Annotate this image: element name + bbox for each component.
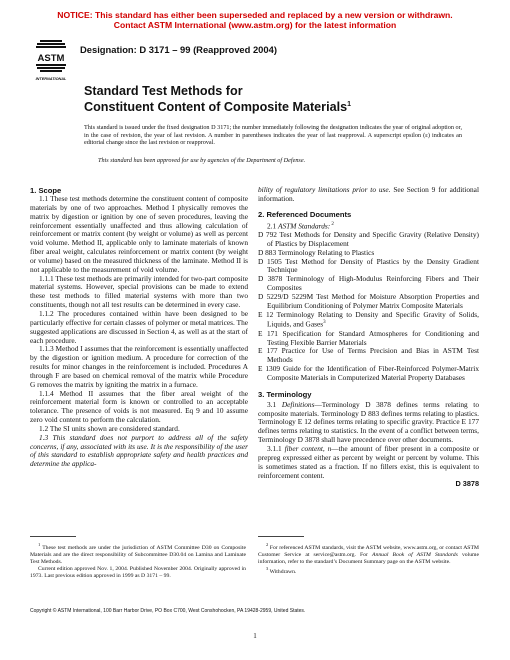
para-3-1-1 — [258, 445, 479, 480]
document-title — [84, 84, 351, 114]
para-1-2: 1.2 The SI units shown are considered standard. — [39, 423, 180, 433]
right-column — [258, 186, 479, 489]
reference-item: E 177 Practice for Use of Terms Precision and Bias in ASTM Test Methods — [258, 346, 479, 365]
para-3-1-1-term: fiber content, n — [284, 443, 332, 453]
astm-logo — [34, 37, 68, 83]
logo-subtext: INTERNATIONAL — [35, 77, 67, 81]
para-1-1-4: 1.1.4 Method II assumes that the fiber areal weight of the reinforcement material form is known or controlled to an acceptable tolerance. The presence of voids is not measured. Eq 9 and 10 assume zero void content to perform the calculation. — [30, 388, 248, 425]
title-line-1: Standard Test Methods for — [84, 84, 243, 98]
refs-intro-label: ASTM Standards: — [278, 221, 331, 231]
para-1-1-2: 1.1.2 The procedures contained within have been designed to be particularly effective for certain classes of polymer or metal matrices. The suggested applications are discussed in Section 4, as well as at the start of each procedure. — [30, 308, 248, 345]
notice-line-2: Contact ASTM International (www.astm.org) for the latest information — [113, 20, 397, 30]
page-number: 1 — [253, 632, 257, 640]
para-3-1-num: 3.1 — [267, 399, 282, 409]
superseded-notice — [0, 10, 510, 30]
footnote-2-italic: Annual Book of ASTM Standards — [372, 551, 458, 558]
reference-item: D 5229/D 5229M Test Method for Moisture Absorption Properties and Equilibrium Conditioning of Polymer Matrix Composite Materials — [258, 291, 479, 310]
footnote-3-text: Withdrawn. — [269, 568, 297, 575]
reference-item: D 3878 Terminology of High-Modulus Reinforcing Fibers and Their Composites — [258, 274, 479, 293]
refs-intro-num: 2.1 — [267, 221, 279, 231]
footnote-rule-right — [258, 536, 304, 537]
para-1-3: 1.3 This standard does not purport to address all of the safety concerns, if any, associated with its use. It is the responsibility of the user of this standard to establish appropriate safety and health practices and determine the applica- — [30, 432, 248, 469]
para-1-1: 1.1 These test methods determine the constituent content of composite materials by one of two approaches. Method I physically removes the matrix by digestion or ignition by one of seven procedures, leaving the reinforcement essentially unaffected and thus allowing calculation of reinforcement or matrix content (by weight or volume) as well as percent void volume. Method II, applicable only to laminate materials of known fiber areal weight, calculates reinforcement or matrix content (by weight or volume) based on the measured thickness of the laminate. Method II is not applicable to the measurement of void volume. — [30, 194, 248, 274]
astm-logo-icon — [34, 37, 68, 83]
reference-item: D 883 Terminology Relating to Plastics — [258, 247, 375, 257]
para-1-3-tail: See Section 9 for additional information. — [258, 185, 479, 203]
reference-item: D 1505 Test Method for Density of Plastics by the Density Gradient Technique — [258, 256, 479, 275]
issued-notice: This standard is issued under the fixed designation D 3171; the number immediately following the designation indicates the year of original adoption or, in the case of revision, the year of last revision. A number in parentheses indicates the year of last reapproval. A superscript epsilon (ε) indicates an editorial change since the last revision or reapproval. — [84, 124, 462, 147]
reference-list — [258, 231, 479, 383]
para-1-1-1: 1.1.1 These test methods are primarily intended for two-part composite material systems. However, special provisions can be made to extend these test methods to filled material systems with more than two constituents, though not all test results can be determined in every case. — [30, 273, 248, 310]
footnotes-left — [30, 542, 246, 579]
reference-item: D 792 Test Methods for Density and Specific Gravity (Relative Density) of Plastics by Displacement — [258, 229, 479, 248]
reference-e12-text: E 12 Terminology Relating to Density and Specific Gravity of Solids, Liquids, and Gases — [258, 309, 479, 329]
para-3-1-1-text: —the amount of fiber present in a composite or prepreg expressed either as percent by weight or percent by volume. This is sometimes stated as a fraction. If no fillers exist, this is equivalent to reinforcement content. — [258, 443, 480, 480]
reference-item: E 1309 Guide for the Identification of Fiber-Reinforced Polymer-Matrix Composite Materials in Computerized Material Property Databases — [258, 364, 479, 382]
refs-heading: 2. Referenced Documents — [258, 209, 352, 219]
title-line-2 — [84, 98, 351, 114]
title-footnote-mark: 1 — [347, 101, 351, 108]
footnote-2: $^2$ For referenced ASTM standards, visit the ASTM website, www.astm.org, or contact ASTM Customer Service at service@astm.org. For Annual Book of ASTM Standards volume information, refer to the standard’s Document Summary page on the ASTM website. — [258, 542, 480, 565]
para-3-1-label: Definitions — [281, 399, 315, 409]
left-column — [30, 186, 248, 469]
footnote-2-text-a: For referenced ASTM standards, visit the ASTM website, www.astm.org, or contact ASTM Customer Service at service@astm.org. For — [258, 544, 479, 558]
para-3-1-1-num: 3.1.1 — [267, 443, 285, 453]
para-3-1-1-source: D 3878 — [455, 479, 479, 489]
footnote-3: $^3$ Withdrawn. — [266, 565, 297, 575]
footnote-1-b: Current edition approved Nov. 1, 2004. Published November 2004. Originally approved in 1973. Last previous edition approved in 1999 as D 3171 – 99. — [30, 565, 246, 579]
reference-item-e12 — [258, 311, 479, 330]
para-1-3-continued — [258, 186, 479, 204]
footnote-1: $^1$ These test methods are under the jurisdiction of ASTM Committee D30 on Composite Materials and are the direct responsibility of Subcommittee D30.04 on Lamina and Laminate Test Methods. — [30, 542, 246, 565]
para-3-1-text: —Terminology D 3878 defines terms relating to composite materials. Terminology D 883 defines terms relating to plastics. Terminology E 12 defines terms relating to specific gravity. Practice E 177 defines terms relating to statistics. In the event of a conflict between terms, Terminology D 3878 shall have precedence over other documents. — [258, 399, 480, 445]
logo-letters: ASTM — [37, 53, 65, 64]
footnote-1-text: These test methods are under the jurisdiction of ASTM Committee D30 on Composite Materials and are the direct responsibility of Subcommittee D30.04 on Lamina and Laminate Test Methods. — [30, 544, 246, 565]
scope-heading: 1. Scope — [30, 186, 62, 195]
reference-item: E 171 Specification for Standard Atmospheres for Conditioning and Testing Flexible Barrier Materials — [258, 328, 479, 347]
para-3-1 — [258, 401, 479, 445]
footnotes-right — [258, 542, 479, 575]
dod-approval: This standard has been approved for use by agencies of the Department of Defense. — [98, 157, 306, 164]
copyright-line: Copyright © ASTM International, 100 Barr Harbor Drive, PO Box C700, West Conshohocken, PA 19428-2959, United States. — [30, 608, 306, 614]
footnote-rule-left — [30, 536, 76, 537]
title-line-2-text: Constituent Content of Composite Materials — [84, 100, 348, 115]
para-1-3-cont-italic: bility of regulatory limitations prior to use. — [258, 185, 391, 194]
para-1-1-3: 1.1.3 Method I assumes that the reinforcement is essentially unaffected by the digestion or ignition medium. A procedure for correction of the results for minor changes in the reinforcement is included. Procedures A through F are based on chemical removal of the matrix while Procedure G removes the matrix by igniting the matrix in a furnace. — [30, 344, 248, 389]
reference-e12-sup: 3 — [323, 320, 326, 326]
footnote-2-text-b: volume information, refer to the standard’s Document Summary page on the ASTM website. — [258, 551, 480, 565]
terminology-heading: 3. Terminology — [258, 389, 312, 399]
designation: Designation: D 3171 – 99 (Reapproved 2004) — [80, 44, 277, 55]
refs-intro-sup: 2 — [330, 221, 334, 227]
notice-line-1: NOTICE: This standard has either been superseded and replaced by a new version or withdrawn. — [57, 10, 453, 20]
